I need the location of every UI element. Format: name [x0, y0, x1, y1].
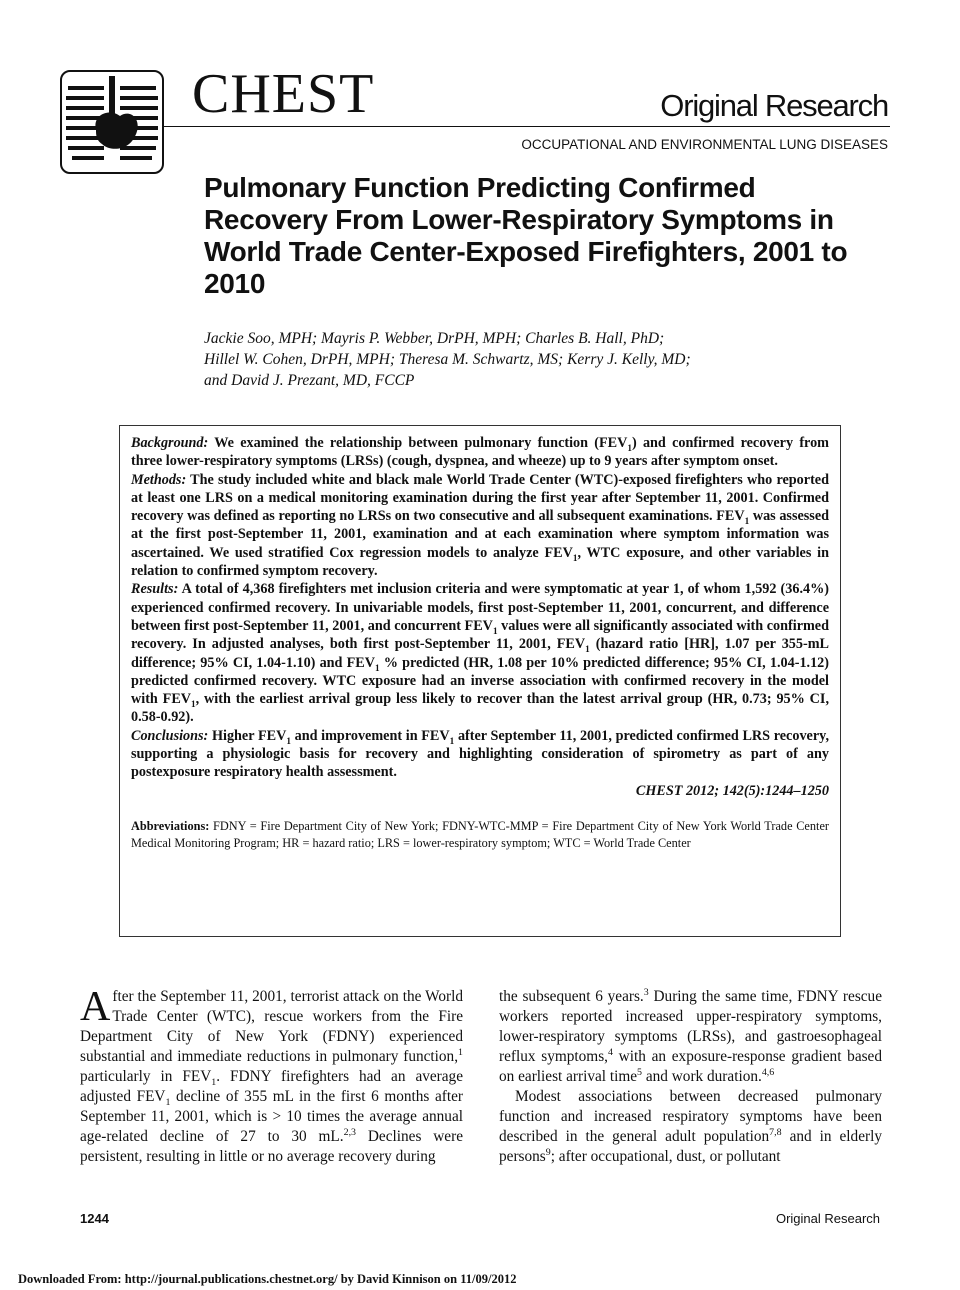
citation: CHEST 2012; 142(5):1244–1250: [635, 782, 829, 799]
abstract-box: [119, 425, 841, 937]
download-notice: Downloaded From: http://journal.publications.chestnet.org/ by David Kinnison on 11/09/2012: [18, 1272, 517, 1286]
body-paragraph: Modest associations between decreased pulmonary function and increased respiratory symptoms have been described in the general adult population$^{7,8}$ and in elderly persons$^9$; after occupational, dust, or pollutant: [499, 1088, 882, 1165]
body-column-left: [80, 987, 463, 1187]
author-line: Jackie Soo, MPH; Mayris P. Webber, DrPH, MPH; Charles B. Hall, PhD;: [204, 330, 665, 347]
article-section: Original Research: [660, 88, 888, 123]
author-line: Hillel W. Cohen, DrPH, MPH; Theresa M. Schwartz, MS; Kerry J. Kelly, MD;: [204, 351, 691, 368]
footer-section: Original Research: [775, 1211, 880, 1226]
page-number: 1244: [80, 1211, 109, 1226]
abstract-methods: Methods: The study included white and black male World Trade Center (WTC)-exposed firefighters who reported at least one LRS on a medical monitoring examination during the first year after September 11, 2001. Confirmed recovery was defined as reporting no LRSs on two consecutive and all subsequent examinations. $FEV_1$ was assessed at the first post-September 11, 2001, examination and at each examination where symptom information was ascertained. We used stratified Cox regression models to analyze $FEV_1$, WTC exposure, and other variables in relation to confirmed symptom recovery.: [131, 471, 830, 580]
abstract-results: Results: A total of 4,368 firefighters met inclusion criteria and were symptomatic at year 1, of whom 1,592 (36.4%) experienced confirmed recovery. In univariable models, first post-September 11, 2001, concurrent, and difference between first post-September 11, 2001, and concurrent $FEV_1$ values were all significantly associated with confirmed recovery. In adjusted analyses, both first post-September 11, 2001, $FEV_1$ (hazard ratio [HR], 1.07 per 355-mL difference; 95% CI, 1.04-1.10) and $FEV_1$ % predicted (HR, 1.08 per 10% predicted difference; 95% CI, 1.04-1.12) predicted confirmed recovery. WTC exposure had an inverse association with confirmed recovery in the model with $FEV_1$, with the earliest arrival group less likely to recover than the latest arrival group (HR, 0.73; 95% CI, 0.58-0.92).: [131, 581, 830, 726]
lungs-logo-icon: [62, 72, 162, 172]
body-column-right: [499, 987, 882, 1187]
conclusions-label: Conclusions:: [131, 727, 209, 744]
abbreviations-label: Abbreviations:: [131, 818, 210, 833]
abstract-background: Background: We examined the relationship between pulmonary function $(FEV_1)$ and confirmed recovery from three lower-respiratory symptoms (LRSs) (cough, dyspnea, and wheeze) up to 9 years after symptom onset.: [131, 435, 829, 470]
results-label: Results:: [131, 581, 179, 598]
author-line: and David J. Prezant, MD, FCCP: [204, 372, 415, 389]
header-rule: [164, 126, 890, 127]
article-subsection: OCCUPATIONAL AND ENVIRONMENTAL LUNG DISEASES: [521, 137, 888, 152]
body-paragraph: After the September 11, 2001, terrorist attack on the World Trade Center (WTC), rescue workers from the Fire Department City of New York (FDNY) experienced substantial and immediate reductions in pulmonary function,$^1$ particularly in $FEV_1$. FDNY firefighters had an average adjusted $FEV_1$ decline of 355 mL in the first 6 months after September 11, 2001, which is > 10 times the average annual age-related decline of 27 to 30 mL.$^{2,3}$ Declines were persistent, resulting in little or no average recovery during: [80, 987, 463, 1165]
background-label: Background:: [131, 435, 209, 451]
abstract-conclusions: Conclusions: Higher $FEV_1$ and improvement in $FEV_1$ after September 11, 2001, predicted confirmed LRS recovery, supporting a physiologic basis for recovery and highlighting consideration of spirometry as part of any postexposure respiratory health assessment.: [131, 727, 829, 781]
journal-name: CHEST: [192, 63, 375, 125]
chest-logo: [60, 70, 164, 174]
body-paragraph: the subsequent 6 years.$^3$ During the same time, FDNY rescue workers reported increased upper-respiratory symptoms, lower-respiratory symptoms (LRSs), and gastroesophageal reflux symptoms,$^4$ with an exposure-response gradient based on earliest arrival time$^5$ and work duration.$^{4,6}$: [499, 987, 882, 1085]
methods-label: Methods:: [131, 471, 187, 488]
drop-cap: A: [80, 987, 111, 1030]
article-title: Pulmonary Function Predicting Confirmed Recovery From Lower-Respiratory Symptoms in World Trade Center-Exposed Firefighters, 2001 to 2010: [204, 172, 848, 299]
abbreviations: Abbreviations: FDNY = Fire Department City of New York; FDNY-WTC-MMP = Fire Department City of New York World Trade Center Medical Monitoring Program; HR = hazard ratio; LRS = lower-respiratory symptom; WTC = World Trade Center: [131, 818, 829, 850]
author-list: [204, 328, 824, 391]
